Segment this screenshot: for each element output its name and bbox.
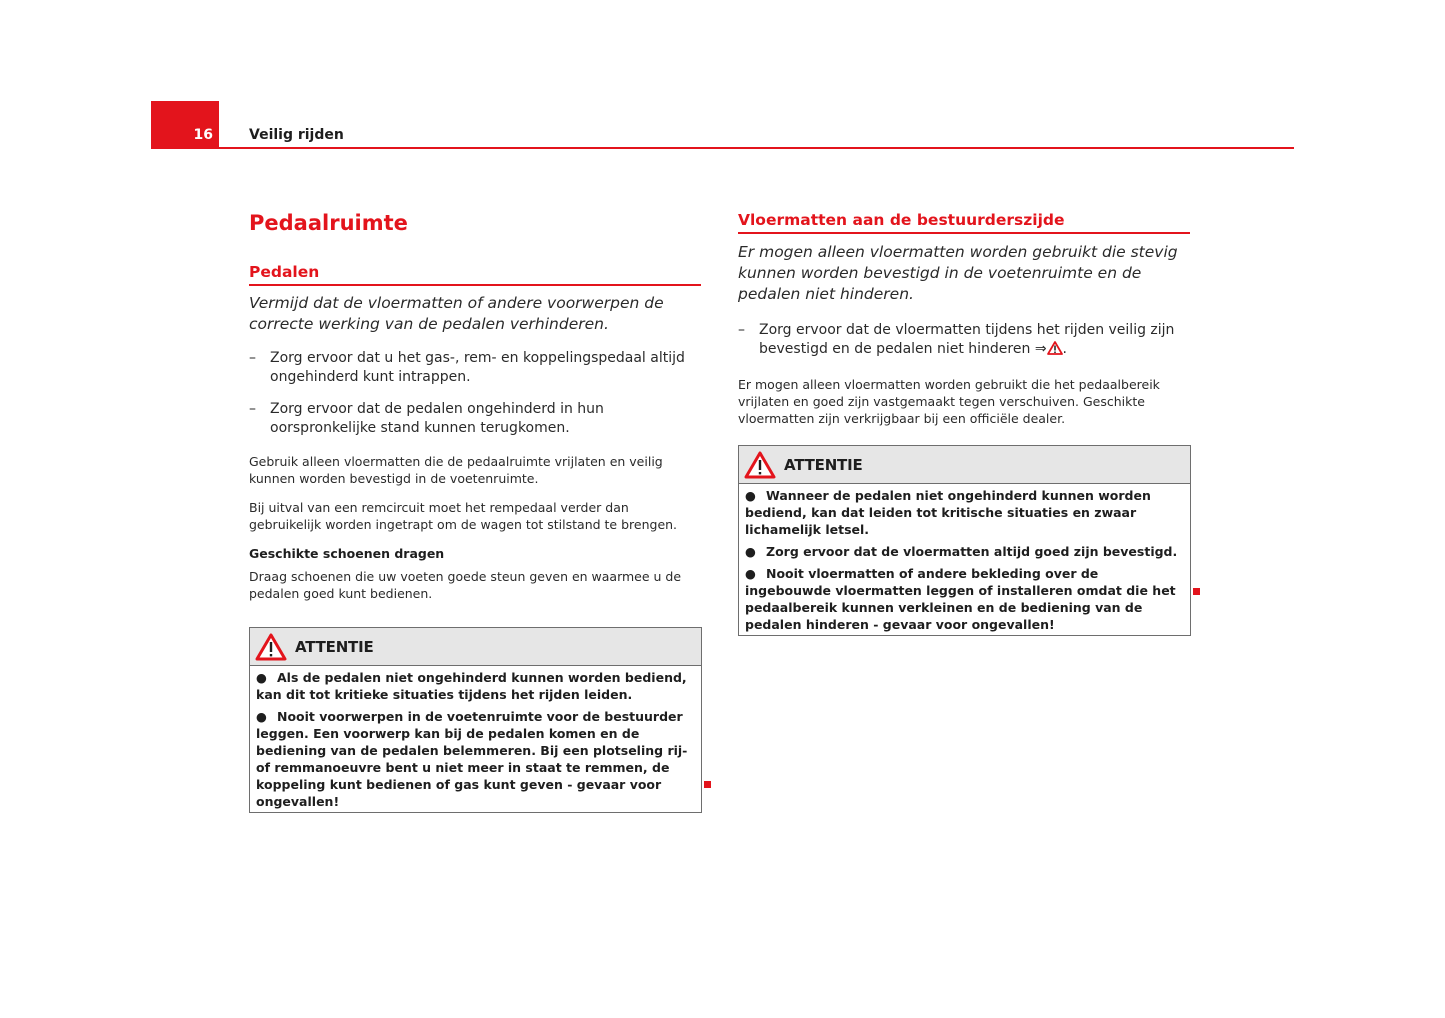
header-divider	[151, 147, 1294, 149]
warning-item	[745, 487, 1184, 538]
bullet: ●	[745, 566, 756, 581]
page-number: 16	[193, 127, 213, 143]
warning-item	[745, 543, 1184, 560]
step-item	[249, 349, 701, 387]
step-text: Zorg ervoor dat u het gas-, rem- en koppelingspedaal altijd ongehinderd kunt intrappen.	[270, 350, 685, 385]
dash-marker: –	[249, 401, 256, 417]
warning-triangle-icon	[744, 451, 776, 479]
step-text: Zorg ervoor dat de pedalen ongehinderd in hun oorspronkelijke stand kunnen terugkomen.	[270, 401, 604, 436]
warning-body	[739, 484, 1190, 635]
warning-item-text: Als de pedalen niet ongehinderd kunnen worden bediend, kan dit tot kritieke situaties tijdens het rijden leiden.	[256, 670, 687, 702]
warning-item-text: Wanneer de pedalen niet ongehinderd kunnen worden bediend, kan dat leiden tot kritische situaties en zwaar lichamelijk letsel.	[745, 488, 1151, 537]
section-heading-vloermatten: Vloermatten aan de bestuurderszijde	[738, 210, 1190, 234]
warning-item	[745, 565, 1184, 633]
paragraph: Bij uitval van een remcircuit moet het rempedaal verder dan gebruikelijk worden ingetrapt om de wagen tot stilstand te brengen.	[249, 500, 678, 532]
intro-text: Vermijd dat de vloermatten of andere voorwerpen de correcte werking van de pedalen verhinderen.	[249, 294, 664, 333]
warning-item	[256, 669, 695, 703]
warning-item-text: Nooit vloermatten of andere bekleding over de ingebouwde vloermatten leggen of installeren omdat die het pedaalbereik kunnen verkleinen en de bediening van de pedalen hinderen - gevaar voor ongevallen!	[745, 566, 1176, 632]
paragraph: Gebruik alleen vloermatten die de pedaalruimte vrijlaten en veilig kunnen worden bevestigd in de voetenruimte.	[249, 454, 663, 486]
section-end-marker	[1193, 588, 1200, 595]
paragraph: Er mogen alleen vloermatten worden gebruikt die het pedaalbereik vrijlaten en goed zijn vastgemaakt tegen verschuiven. Geschikte vloermatten zijn verkrijgbaar bij een officiële dealer.	[738, 377, 1160, 426]
bullet: ●	[745, 544, 756, 559]
bullet: ●	[256, 670, 267, 685]
step-list	[249, 349, 701, 438]
warning-body	[250, 666, 701, 812]
period: .	[1062, 341, 1067, 357]
warning-reference-icon[interactable]	[1047, 341, 1063, 355]
page-title: Pedaalruimte	[249, 211, 408, 235]
paragraph: Draag schoenen die uw voeten goede steun geven en waarmee u de pedalen goed kunt bedienen.	[249, 569, 682, 601]
warning-box	[738, 445, 1191, 636]
step-item	[249, 400, 701, 438]
step-text: Zorg ervoor dat de vloermatten tijdens het rijden veilig zijn bevestigd en de pedalen niet hinderen	[759, 322, 1175, 357]
bullet: ●	[256, 709, 267, 724]
warning-item	[256, 708, 695, 810]
intro-text: Er mogen alleen vloermatten worden gebruikt die stevig kunnen worden bevestigd in de voetenruimte en de pedalen niet hinderen.	[738, 243, 1178, 303]
dash-marker: –	[249, 350, 256, 366]
warning-label: ATTENTIE	[784, 455, 863, 474]
warning-item-text: Nooit voorwerpen in de voetenruimte voor de bestuurder leggen. Een voorwerp kan bij de pedalen komen en de bediening van de pedalen belemmeren. Bij een plotseling rij- of remmanoeuvre bent u niet meer in staat te remmen, de koppeling kunt bedienen of gas kunt geven - gevaar voor ongevallen!	[256, 709, 688, 809]
dash-marker: –	[738, 322, 745, 338]
subheading: Geschikte schoenen dragen	[249, 546, 445, 561]
warning-triangle-icon	[255, 633, 287, 661]
warning-box	[249, 627, 702, 813]
left-column	[249, 208, 701, 602]
warning-label: ATTENTIE	[295, 637, 374, 656]
step-list	[738, 321, 1190, 359]
reference-arrow: ⇒	[1034, 341, 1047, 357]
step-item	[738, 321, 1190, 359]
right-column	[738, 208, 1190, 427]
section-heading-pedalen: Pedalen	[249, 262, 701, 286]
warning-header	[250, 628, 701, 666]
bullet: ●	[745, 488, 756, 503]
chapter-title: Veilig rijden	[249, 127, 344, 143]
section-end-marker	[704, 781, 711, 788]
warning-header	[739, 446, 1190, 484]
warning-item-text: Zorg ervoor dat de vloermatten altijd goed zijn bevestigd.	[766, 544, 1178, 559]
